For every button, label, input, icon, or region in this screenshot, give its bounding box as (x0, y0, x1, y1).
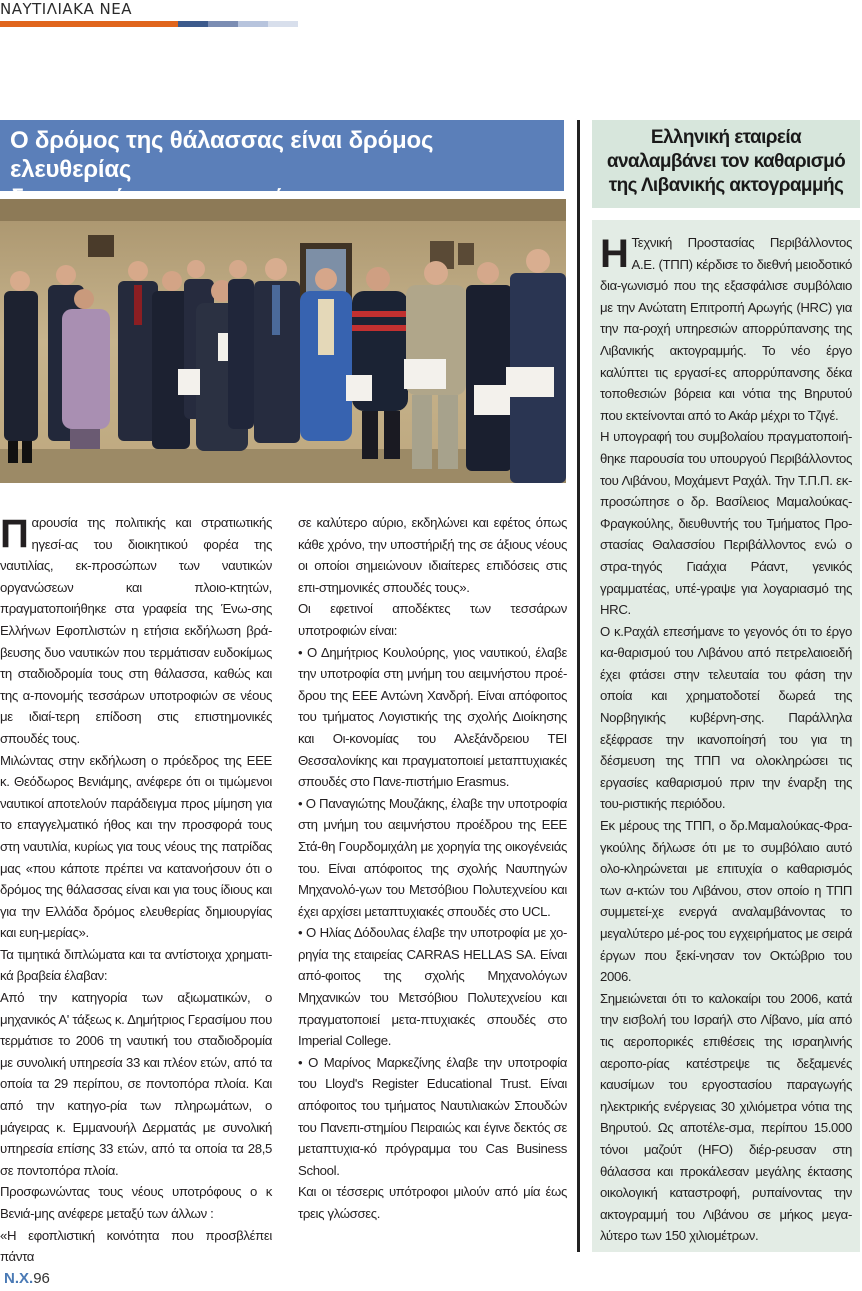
strip-segment (268, 21, 298, 27)
list-item: • Ο Μαρίνος Μαρκεζίνης έλαβε την υποτροφία του Lloyd's Register Educational Trust. Είναι απόφοιτος του τμήματος Ναυτιλιακών Σπουδών του Πανεπι-στημίου Πειραιώς και έγινε δεκτός σε μεταπτυχια-κό πρόγραμμα του Cas Business School. (298, 1054, 567, 1178)
strip-segment (178, 21, 208, 27)
paragraph: Η υπογραφή του συμβολαίου πραγματοποιή-θηκε παρουσία του υπουργού Περιβάλλοντος του Λιβάνου, Μοχάμεντ Ραχάλ. Την Τ.Π.Π. εκ-προσώπησε ο δρ. Βασίλειος Μαμαλούκας-Φραγκούλης, διευθυντής του Τμήματος Προ-στασίας Θαλασσίου Περιβάλλοντος ενώ ο στρα-τηγός Γιαάχια Ράαντ, γενικός γραμματέας, υπέ-γραψε για λογαριασμό της HRC. (600, 429, 852, 618)
list-item: • Ο Παναγιώτης Μουζάκης, έλαβε την υποτροφία στη μνήμη του αειμνήστου προέδρου της ΕΕΕ Στά-θη Γουρδομιχάλη με χορηγία της οικογένειάς του. Είναι απόφοιτος της σχολής Ναυπηγών Μηχανολό-γων του Μετσόβιου Πολυτεχνείου και έχει αρχίσει μεταπτυχιακές σπουδές στο UCL. (298, 795, 567, 919)
paragraph (0, 512, 272, 750)
paragraph-text: αρουσία της πολιτικής και στρατιωτικής ηγεσί-ας του διοικητικού φορέα της ναυτιλίας, εκ-προσώπων των ναυτικών οργανώσεων και πλοιο-κτητών, πραγματοποιήθηκε στα γραφεία της Ένω-σης Ελλήνων Εφοπλιστών η ετήσια εκδήλωση βρά-βευσης δυο ναυτικών που τερμάτισαν ευδοκίμως τη σταδιοδρομία τους στη θάλασσα, καθώς και της α-πονομής τεσσάρων υποτροφιών σε νέους με ιδιαί-τερη επίδοση στις επιστημονικές σπουδές τους. (0, 515, 272, 746)
article-column-1 (0, 512, 272, 1268)
paragraph: «Η εφοπλιστική κοινότητα που προσβλέπει πάντα (0, 1227, 272, 1265)
paragraph: Από την κατηγορία των αξιωματικών, ο μηχανικός Α' τάξεως κ. Δημήτριος Γερασίμου που τερμάτισε το 2006 τη ναυτική του σταδιοδρομία με συνολική υπηρεσία 33 και πλέον ετών, από τα οποία τα 29 περίπου, σε ποντοπόρα πλοία. Και από την κατηγο-ρία των πληρωμάτων, ο μάγειρας κ. Εμμανουήλ Δερματάς με συνολική υπηρεσία επίσης 33 ετών, από τα οποία τα 28,5 σε ποντοπόρα πλοία. (0, 990, 272, 1178)
strip-segment (0, 21, 92, 27)
paragraph: Ο κ.Ραχάλ επεσήμανε το γεγονός ότι το έργο κα-θαρισμού του Λιβάνου από πετρελαιοειδή έχει φτάσει στην τελευταία του φάση την οποία και χρηματοδοτεί δωρεά της Νορβηγικής κυβέρνη-σης. Παράλληλα εξέφρασε την ικανοποίησή του για τη δέσμευση της ΤΠΠ να ολοκληρώσει τις εργασίες καθαρισμού πριν την έναρξη της του-ριστικής περιόδου. (600, 623, 852, 812)
page-folio (4, 1270, 50, 1287)
strip-segment (208, 21, 238, 27)
header-color-strip (0, 21, 298, 27)
paragraph-text: Τεχνική Προστασίας Περιβάλλοντος Α.Ε. (ΤΠΠ) κέρδισε το διεθνή μειοδοτικό δια-γωνισμό που της εξασφάλισε συμβόλαιο με την Ανώτατη Επιτροπή Αρωγής (HRC) για την πα-ροχή υπηρεσιών απορρύπανσης της Λιβανικής ακτογραμμής. Το νέο έργο καλύπτει τις εργασί-ες απορρύπανσης δέκα τοποθεσιών βόρεια και νότια της Βηρυτού που εκτείνονται από το Ακάρ μέχρι το Τζιγέ. (600, 235, 852, 423)
paragraph: σε καλύτερο αύριο, εκδηλώνει και εφέτος όπως κάθε χρόνο, την υποστήριξή της σε άξιους νέους οι οποίοι σημειώνουν ιδιαίτερες επιδόσεις στις επι-στημονικές σπουδές τους». (298, 515, 567, 595)
article-column-2 (298, 512, 567, 1225)
headline-line-1: Ο δρόμος της θάλασσας είναι δρόμος ελευθερίας (10, 127, 434, 183)
sidebar-headline (592, 120, 860, 208)
section-title: ΝΑΥΤΙΛΙΑΚΑ ΝΕΑ (0, 0, 133, 18)
paragraph: Οι εφετινοί αποδέκτες των τεσσάρων υποτροφιών είναι: (298, 601, 567, 638)
sidebar-column (600, 232, 852, 1247)
drop-cap: Η (600, 232, 629, 276)
paragraph: Προσφωνώντας τους νέους υποτρόφους ο κ Βενιά-μης ανέφερε μεταξύ των άλλων : (0, 1184, 272, 1221)
paragraph: Μιλώντας στην εκδήλωση ο πρόεδρος της ΕΕΕ κ. Θεόδωρος Βενιάμης, ανέφερε ότι οι τιμώμενοι ναυτικοί αποτελούν παράδειγμα προς μίμηση για το επαγγελματικό ήθος και την προσφορά τους στη ναυτιλία, κυρίως για τους νέους της πατρίδας μας «που κάποτε πρέπει να κατανοήσουν ότι ο δρόμος της θάλασσας είναι και για τους ίδιους και για την Ελλάδα δρόμος ελευθερίας δημιουργίας και ευη-μερίας». (0, 752, 272, 941)
list-item: • Ο Ηλίας Δόδουλας έλαβε την υποτροφία με χο-ρηγία της εταιρείας CARRAS HELLAS SA. Είναι από-φοιτος της σχολής Μηχανολόγων Μηχανικών του Μετσόβιου Πολυτεχνείου και πραγματοποιεί μετα-πτυχιακές σπουδές στο Imperial College. (298, 925, 567, 1049)
sidebar-title-line-3: της Λιβανικής ακτογραμμής (608, 175, 844, 196)
strip-segment (238, 21, 268, 27)
folio-brand: Ν.Χ. (4, 1270, 34, 1287)
page-number: 96 (33, 1270, 50, 1287)
sidebar-title-line-2: αναλαμβάνει τον καθαρισμό (606, 151, 846, 172)
main-article-headline (0, 120, 564, 191)
drop-cap: Π (0, 512, 29, 556)
paragraph: Τα τιμητικά διπλώματα και τα αντίστοιχα χρηματι-κά βραβεία έλαβαν: (0, 946, 272, 984)
strip-segment (92, 21, 178, 27)
list-item: • Ο Δημήτριος Κουλούρης, γιος ναυτικού, έλαβε την υποτροφία στη μνήμη του αειμνήστου προέ-δρου της ΕΕΕ Αντώνη Χανδρή. Είναι απόφοιτος του τμήματος Λογιστικής της σχολής Διοίκησης και Οι-κονομίας του Αλεξάνδρειου ΤΕΙ Θεσσαλονίκης και πραγματοποιεί μεταπτυχιακές σπουδές στο Πανε-πιστήμιο Erasmus. (298, 644, 567, 790)
award-ceremony-photo (0, 199, 566, 483)
paragraph (600, 232, 852, 426)
sidebar-title (592, 126, 860, 198)
paragraph: Σημειώνεται ότι το καλοκαίρι του 2006, κατά την εισβολή του Ισραήλ στο Λίβανο, μία από τις αεροπορικές επιθέσεις της ισραηλινής αεροπο-ρίας κατέστρεψε τις δεξαμενές καυσίμων του εργοστασίου παραγωγής ηλεκτρικής ενέργειας 30 χιλιόμετρα νότια της Βηρυτού. Ως αποτέλε-σμα, περίπου 15.000 τόνοι μαζούτ (HFO) διέρ-ρευσαν στη θάλασσα και προκάλεσαν μεγάλης έκτασης οικολογική καταστροφή, ρυπαίνοντας την ακτογραμμή του Λιβάνου σε μήκος μεγα-λύτερο των 150 χιλιομέτρων. (600, 990, 852, 1244)
sidebar-title-line-1: Ελληνική εταιρεία (650, 127, 802, 148)
group-photo-illustration (0, 199, 566, 483)
column-divider (577, 120, 580, 1252)
paragraph: Και οι τέσσερις υπότροφοι μιλούν από μία έως τρεις γλώσσες. (298, 1184, 567, 1221)
paragraph: Εκ μέρους της ΤΠΠ, ο δρ.Μαμαλούκας-Φρα-γκούλης δήλωσε ότι με το συμβόλαιο αυτό ολο-κληρώνεται με επιτυχία ο καθαρισμός των α-κτών του Λιβάνου, στον οποίο η ΤΠΠ συμμετεί-χε ενεργά αναλαμβάνοντας το μεγαλύτερο μέ-ρος του εγχειρήματος με σειρά έργων που ξεκί-νησαν τον Οκτώβριο του 2006. (600, 818, 852, 985)
